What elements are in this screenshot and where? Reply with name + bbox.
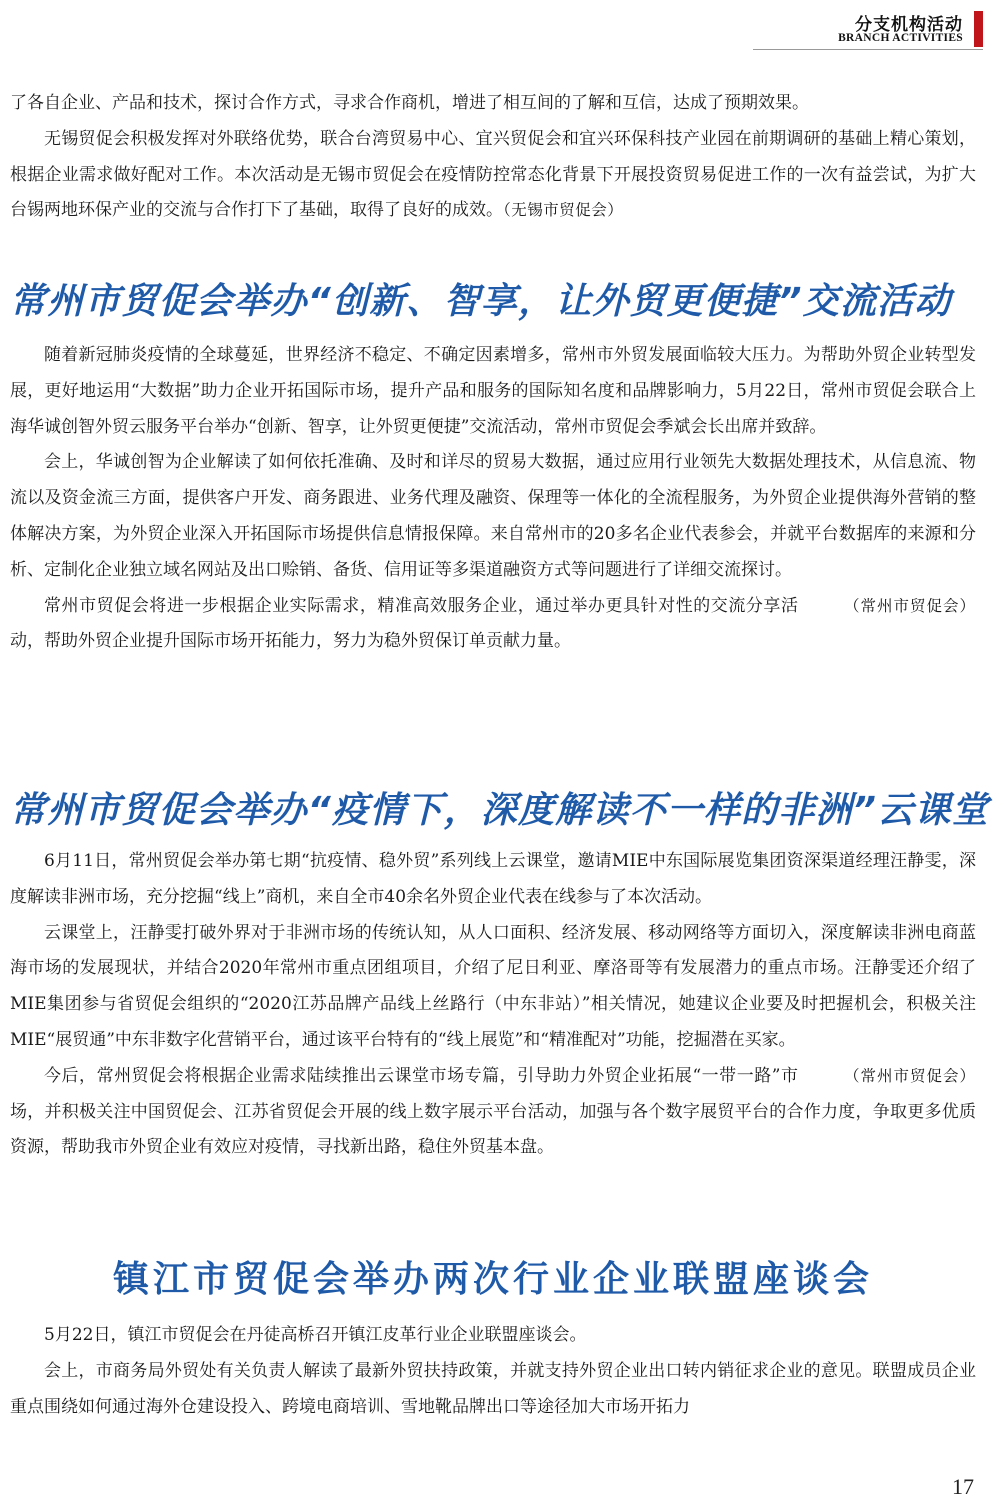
article-3-paragraph-2: 会上，市商务局外贸处有关负责人解读了最新外贸扶持政策，并就支持外贸企业出口转内销征求企业的意见。联盟成员企业重点围绕如何通过海外仓建设投入、跨境电商培训、雪地靴品牌出口等途径加大市场开拓力 bbox=[10, 1360, 976, 1417]
running-header bbox=[740, 8, 1000, 48]
article-1-title: 常州市贸促会举办“创新、智享，让外贸更便捷”交流活动 bbox=[10, 281, 952, 322]
article-2-source: （常州市贸促会） bbox=[843, 1066, 976, 1085]
article-1-paragraph-1: 随着新冠肺炎疫情的全球蔓延，世界经济不稳定、不确定因素增多，常州市外贸发展面临较大压力。为帮助外贸企业转型发展，更好地运用“大数据”助力企业开拓国际市场，提升产品和服务的国际知名度和品牌影响力，5月22日，常州市贸促会联合上海华诚创智外贸云服务平台举办“创新、智享，让外贸更便捷”交流活动，常州市贸促会季斌会长出席并致辞。 bbox=[10, 345, 976, 437]
intro-paragraph-2-text: 无锡贸促会积极发挥对外联络优势，联合台湾贸易中心、宜兴贸促会和宜兴环保科技产业园在前期调研的基础上精心策划，根据企业需求做好配对工作。本次活动是无锡市贸促会在疫情防控常态化背景下开展投资贸易促进工作的一次有益尝试，为扩大台锡两地环保产业的交流与合作打下了基础，取得了良好的成效。 bbox=[10, 128, 976, 221]
section-title-cn: 分支机构活动 bbox=[855, 15, 963, 35]
article-2-paragraph-3 bbox=[10, 1059, 976, 1166]
article-1-paragraph-2: 会上，华诚创智为企业解读了如何依托准确、及时和详尽的贸易大数据，通过应用行业领先大数据处理技术，从信息流、物流以及资金流三方面，提供客户开发、商务跟进、业务代理及融资、保理等一体化的全流程服务，为外贸企业提供海外营销的整体解决方案，为外贸企业深入开拓国际市场提供信息情报保障。来自常州市的20多名企业代表参会，并就平台数据库的来源和分析、定制化企业独立域名网站及出口赊销、备货、信用证等多渠道融资方式等问题进行了详细交流探讨。 bbox=[10, 452, 976, 580]
article-2-paragraph-1: 6月11日，常州贸促会举办第七期“抗疫情、稳外贸”系列线上云课堂，邀请MIE中东国际展览集团资深渠道经理汪静雯，深度解读非洲市场，充分挖掘“线上”商机，来自全市40余名外贸企业代表在线参与了本次活动。 bbox=[10, 851, 976, 907]
intro-paragraph-1: 了各自企业、产品和技术，探讨合作方式，寻求合作商机，增进了相互间的了解和互信，达成了预期效果。 bbox=[10, 93, 809, 113]
article-3-paragraph-1: 5月22日，镇江市贸促会在丹徒高桥召开镇江皮革行业企业联盟座谈会。 bbox=[44, 1325, 587, 1345]
article-2-paragraph-3-text: 今后，常州贸促会将根据企业需求陆续推出云课堂市场专篇，引导助力外贸企业拓展“一带一路”市场，并积极关注中国贸促会、江苏省贸促会开展的线上数字展示平台活动，加强与各个数字展贸平台的合作力度，争取更多优质资源，帮助我市外贸企业有效应对疫情，寻找新出路，稳住外贸基本盘。 bbox=[10, 1065, 976, 1158]
article-3-body bbox=[10, 1318, 976, 1425]
article-3-title: 镇江市贸促会举办两次行业企业联盟座谈会 bbox=[112, 1259, 873, 1300]
intro-source: （无锡市贸促会） bbox=[503, 201, 624, 220]
intro-paragraph-2 bbox=[10, 122, 976, 229]
header-accent-bar bbox=[974, 11, 983, 47]
intro-section bbox=[10, 86, 976, 229]
article-1-paragraph-3-text: 常州市贸促会将进一步根据企业实际需求，精准高效服务企业，通过举办更具针对性的交流分享活动，帮助外贸企业提升国际市场开拓能力，努力为稳外贸保订单贡献力量。 bbox=[10, 595, 798, 652]
page-number: 17 bbox=[952, 1474, 974, 1499]
section-title-en: BRANCH ACTIVITIES bbox=[838, 32, 963, 44]
header-rule bbox=[753, 49, 983, 50]
article-2-paragraph-2: 云课堂上，汪静雯打破外界对于非洲市场的传统认知，从人口面积、经济发展、移动网络等方面切入，深度解读非洲电商蓝海市场的发展现状，并结合2020年常州市重点团组项目，介绍了尼日利亚、摩洛哥等有发展潜力的重点市场。汪静雯还介绍了MIE集团参与省贸促会组织的“2020江苏品牌产品线上丝路行（中东非站）”相关情况，她建议企业要及时把握机会，积极关注MIE“展贸通”中东非数字化营销平台，通过该平台特有的“线上展览”和“精准配对”功能，挖掘潜在买家。 bbox=[10, 922, 976, 1050]
article-1-paragraph-3 bbox=[10, 589, 976, 661]
article-1-source: （常州市贸促会） bbox=[843, 596, 976, 615]
article-2-body bbox=[10, 844, 976, 1166]
article-2-title: 常州市贸促会举办“疫情下，深度解读不一样的非洲”云课堂 bbox=[10, 790, 989, 831]
article-1-body bbox=[10, 338, 976, 660]
